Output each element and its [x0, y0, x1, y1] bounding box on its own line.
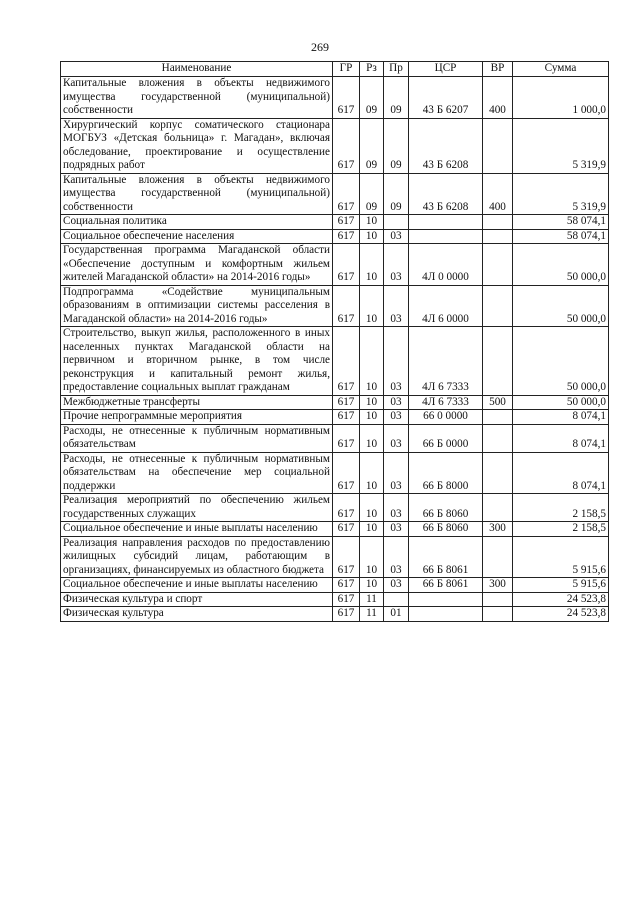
cell-gr: 617 — [333, 607, 360, 622]
cell-name: Хирургический корпус соматического стационара МОГБУЗ «Детская больница» г. Магадан», включая обследование, проектирование и осуществление подрядных работ — [61, 118, 333, 173]
cell-pr — [384, 215, 409, 230]
cell-csr: 4Л 0 0000 — [409, 244, 483, 286]
cell-sum: 24 523,8 — [513, 607, 609, 622]
cell-sum: 5 915,6 — [513, 578, 609, 593]
cell-rz: 09 — [360, 173, 384, 215]
cell-name: Государственная программа Магаданской области «Обеспечение доступным и комфортным жильем жителей Магаданской области» на 2014-2016 годы» — [61, 244, 333, 286]
cell-pr: 03 — [384, 395, 409, 410]
cell-pr: 03 — [384, 536, 409, 578]
table-row — [61, 229, 609, 244]
cell-vr: 300 — [483, 578, 513, 593]
cell-pr: 03 — [384, 578, 409, 593]
cell-vr — [483, 592, 513, 607]
cell-csr: 66 0 0000 — [409, 410, 483, 425]
cell-name: Социальное обеспечение населения — [61, 229, 333, 244]
cell-gr: 617 — [333, 494, 360, 522]
cell-pr: 03 — [384, 522, 409, 537]
cell-rz: 10 — [360, 410, 384, 425]
cell-csr: 43 Б 6208 — [409, 118, 483, 173]
cell-pr: 03 — [384, 494, 409, 522]
cell-name: Социальное обеспечение и иные выплаты населению — [61, 522, 333, 537]
cell-gr: 617 — [333, 536, 360, 578]
cell-sum: 1 000,0 — [513, 77, 609, 119]
cell-vr — [483, 229, 513, 244]
header-name: Наименование — [61, 62, 333, 77]
page-number: 269 — [311, 40, 329, 54]
cell-name: Расходы, не отнесенные к публичным нормативным обязательствам — [61, 424, 333, 452]
table-row — [61, 522, 609, 537]
cell-pr: 03 — [384, 285, 409, 327]
cell-csr: 66 Б 8000 — [409, 452, 483, 494]
cell-vr — [483, 327, 513, 396]
table-row — [61, 410, 609, 425]
cell-vr — [483, 215, 513, 230]
cell-name: Социальное обеспечение и иные выплаты населению — [61, 578, 333, 593]
cell-rz: 11 — [360, 607, 384, 622]
cell-pr: 01 — [384, 607, 409, 622]
cell-sum: 58 074,1 — [513, 229, 609, 244]
cell-gr: 617 — [333, 215, 360, 230]
cell-sum: 50 000,0 — [513, 244, 609, 286]
cell-csr: 66 Б 8060 — [409, 494, 483, 522]
cell-csr — [409, 215, 483, 230]
table-row — [61, 578, 609, 593]
cell-gr: 617 — [333, 118, 360, 173]
table-row — [61, 173, 609, 215]
table-row — [61, 536, 609, 578]
cell-pr: 03 — [384, 327, 409, 396]
cell-vr — [483, 607, 513, 622]
table-header — [61, 62, 609, 77]
cell-pr — [384, 592, 409, 607]
cell-sum: 2 158,5 — [513, 522, 609, 537]
cell-rz: 10 — [360, 229, 384, 244]
budget-table — [60, 61, 609, 622]
header-gr: ГР — [333, 62, 360, 77]
cell-name: Капитальные вложения в объекты недвижимого имущества государственной (муниципальной) собственности — [61, 173, 333, 215]
cell-csr: 4Л 6 0000 — [409, 285, 483, 327]
cell-pr: 09 — [384, 77, 409, 119]
cell-name: Социальная политика — [61, 215, 333, 230]
cell-name: Реализация направления расходов по предоставлению жилищных субсидий лицам, работающим в организациях, финансируемых из областного бюджета — [61, 536, 333, 578]
table-row — [61, 327, 609, 396]
cell-rz: 10 — [360, 536, 384, 578]
cell-csr: 4Л 6 7333 — [409, 327, 483, 396]
cell-gr: 617 — [333, 452, 360, 494]
cell-csr: 43 Б 6207 — [409, 77, 483, 119]
cell-gr: 617 — [333, 424, 360, 452]
cell-rz: 11 — [360, 592, 384, 607]
cell-rz: 10 — [360, 424, 384, 452]
table-row — [61, 452, 609, 494]
cell-vr: 300 — [483, 522, 513, 537]
cell-csr: 66 Б 0000 — [409, 424, 483, 452]
cell-name: Капитальные вложения в объекты недвижимого имущества государственной (муниципальной) собственности — [61, 77, 333, 119]
cell-vr — [483, 424, 513, 452]
cell-rz: 10 — [360, 452, 384, 494]
cell-sum: 50 000,0 — [513, 285, 609, 327]
cell-rz: 09 — [360, 77, 384, 119]
cell-csr: 43 Б 6208 — [409, 173, 483, 215]
cell-sum: 2 158,5 — [513, 494, 609, 522]
cell-csr — [409, 592, 483, 607]
cell-csr: 66 Б 8060 — [409, 522, 483, 537]
cell-sum: 50 000,0 — [513, 395, 609, 410]
table-row — [61, 244, 609, 286]
cell-rz: 10 — [360, 215, 384, 230]
table-row — [61, 607, 609, 622]
cell-rz: 10 — [360, 578, 384, 593]
cell-pr: 09 — [384, 118, 409, 173]
cell-sum: 50 000,0 — [513, 327, 609, 396]
table-row — [61, 285, 609, 327]
cell-gr: 617 — [333, 173, 360, 215]
cell-sum: 5 319,9 — [513, 173, 609, 215]
cell-rz: 10 — [360, 522, 384, 537]
cell-name: Реализация мероприятий по обеспечению жильем государственных служащих — [61, 494, 333, 522]
cell-pr: 03 — [384, 229, 409, 244]
header-csr: ЦСР — [409, 62, 483, 77]
cell-gr: 617 — [333, 244, 360, 286]
cell-sum: 8 074,1 — [513, 410, 609, 425]
cell-pr: 03 — [384, 410, 409, 425]
cell-csr: 4Л 6 7333 — [409, 395, 483, 410]
cell-vr — [483, 494, 513, 522]
header-rz: Рз — [360, 62, 384, 77]
cell-vr — [483, 410, 513, 425]
cell-pr: 09 — [384, 173, 409, 215]
table-row — [61, 395, 609, 410]
cell-sum: 8 074,1 — [513, 424, 609, 452]
table-row — [61, 215, 609, 230]
cell-gr: 617 — [333, 395, 360, 410]
cell-pr: 03 — [384, 424, 409, 452]
cell-pr: 03 — [384, 244, 409, 286]
cell-sum: 5 319,9 — [513, 118, 609, 173]
cell-rz: 10 — [360, 395, 384, 410]
table-row — [61, 424, 609, 452]
cell-gr: 617 — [333, 285, 360, 327]
cell-vr: 500 — [483, 395, 513, 410]
cell-gr: 617 — [333, 327, 360, 396]
cell-csr: 66 Б 8061 — [409, 536, 483, 578]
cell-vr: 400 — [483, 173, 513, 215]
cell-rz: 10 — [360, 244, 384, 286]
cell-pr: 03 — [384, 452, 409, 494]
header-sum: Сумма — [513, 62, 609, 77]
cell-sum: 58 074,1 — [513, 215, 609, 230]
cell-rz: 09 — [360, 118, 384, 173]
cell-name: Расходы, не отнесенные к публичным нормативным обязательствам на обеспечение мер социальной поддержки — [61, 452, 333, 494]
table-row — [61, 592, 609, 607]
cell-vr — [483, 452, 513, 494]
cell-rz: 10 — [360, 494, 384, 522]
cell-csr — [409, 607, 483, 622]
cell-gr: 617 — [333, 578, 360, 593]
cell-name: Физическая культура — [61, 607, 333, 622]
cell-gr: 617 — [333, 410, 360, 425]
cell-rz: 10 — [360, 327, 384, 396]
cell-sum: 5 915,6 — [513, 536, 609, 578]
cell-csr: 66 Б 8061 — [409, 578, 483, 593]
cell-vr — [483, 536, 513, 578]
cell-name: Строительство, выкуп жилья, расположенного в иных населенных пунктах Магаданской области на первичном и вторичном рынке, в том числе реконструкция и капитальный ремонт жилья, предоставление социальных выплат гражданам — [61, 327, 333, 396]
table-body — [61, 77, 609, 622]
cell-name: Подпрограмма «Содействие муниципальным образованиям в оптимизации системы расселения в Магаданской области» на 2014-2016 годы» — [61, 285, 333, 327]
cell-vr — [483, 118, 513, 173]
header-vr: ВР — [483, 62, 513, 77]
cell-vr: 400 — [483, 77, 513, 119]
cell-rz: 10 — [360, 285, 384, 327]
cell-sum: 8 074,1 — [513, 452, 609, 494]
table-row — [61, 118, 609, 173]
header-pr: Пр — [384, 62, 409, 77]
cell-gr: 617 — [333, 522, 360, 537]
cell-sum: 24 523,8 — [513, 592, 609, 607]
cell-gr: 617 — [333, 592, 360, 607]
cell-gr: 617 — [333, 77, 360, 119]
cell-vr — [483, 244, 513, 286]
cell-gr: 617 — [333, 229, 360, 244]
table-row — [61, 77, 609, 119]
cell-vr — [483, 285, 513, 327]
cell-csr — [409, 229, 483, 244]
cell-name: Физическая культура и спорт — [61, 592, 333, 607]
cell-name: Прочие непрограммные мероприятия — [61, 410, 333, 425]
table-row — [61, 494, 609, 522]
cell-name: Межбюджетные трансферты — [61, 395, 333, 410]
